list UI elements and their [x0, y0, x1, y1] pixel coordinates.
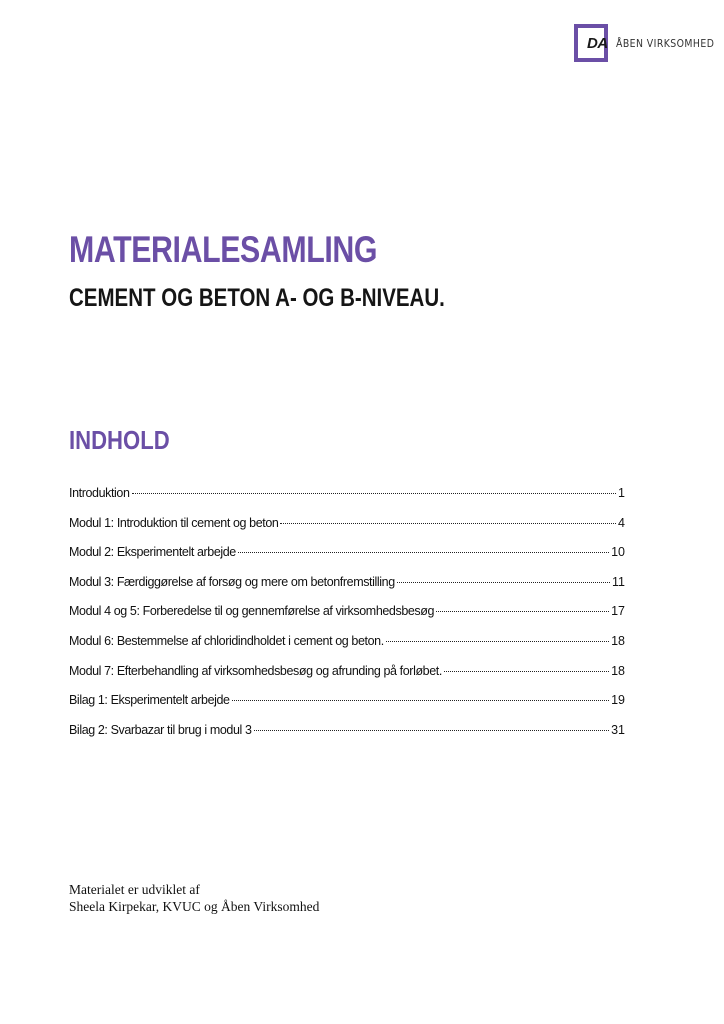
toc-entry-label: Modul 2: Eksperimentelt arbejde	[69, 545, 236, 560]
credit-authors: Sheela Kirpekar, KVUC og Åben Virksomhed	[69, 899, 320, 914]
toc-entry-label: Modul 4 og 5: Forberedelse til og gennemførelse af virksomhedsbesøg	[69, 604, 435, 619]
toc-leader-dots	[386, 641, 609, 642]
toc-entry-page: 10	[611, 545, 625, 560]
toc-entry[interactable]	[69, 545, 625, 575]
toc-entry[interactable]	[69, 634, 625, 664]
toc-entry-page: 18	[611, 663, 625, 678]
logo-mark-icon	[574, 24, 608, 62]
author-credit	[69, 881, 319, 915]
toc-leader-dots	[238, 552, 609, 553]
toc-entry-page: 17	[611, 604, 625, 619]
logo	[574, 23, 724, 63]
toc-entry[interactable]	[69, 486, 625, 516]
toc-entry-page: 31	[611, 722, 625, 737]
toc-entry[interactable]	[69, 516, 625, 546]
toc-entry[interactable]	[69, 604, 625, 634]
toc-leader-dots	[397, 582, 610, 583]
toc-leader-dots	[436, 611, 609, 612]
toc-entry-label: Modul 6: Bestemmelse af chloridindholdet i cement og beton.	[69, 633, 384, 648]
toc-entry-page: 19	[611, 693, 625, 708]
toc-leader-dots	[132, 493, 617, 494]
toc-entry-label: Introduktion	[69, 486, 130, 500]
toc-entry-label: Modul 1: Introduktion til cement og beton	[69, 515, 279, 530]
logo-mark-text: DA	[587, 35, 608, 52]
toc-entry[interactable]	[69, 693, 625, 723]
credit-line: Materialet er udviklet af	[69, 882, 200, 897]
toc-entry-page: 18	[611, 633, 625, 648]
toc-heading: INDHOLD	[69, 425, 170, 455]
toc-entry[interactable]	[69, 723, 625, 753]
document-subtitle: CEMENT OG BETON A- OG B-NIVEAU.	[69, 284, 445, 312]
toc-entry[interactable]	[69, 664, 625, 694]
toc-entry-page: 1	[618, 486, 625, 500]
document-title: MATERIALESAMLING	[69, 229, 378, 270]
toc-entry-page: 4	[618, 515, 625, 530]
toc-entry-label: Bilag 2: Svarbazar til brug i modul 3	[69, 722, 252, 737]
toc-leader-dots	[254, 730, 610, 731]
toc-entry[interactable]	[69, 575, 625, 605]
toc-leader-dots	[444, 671, 609, 672]
toc-entry-label: Bilag 1: Eksperimentelt arbejde	[69, 693, 230, 708]
toc-entry-page: 11	[612, 574, 625, 589]
toc-leader-dots	[232, 700, 609, 701]
table-of-contents	[69, 486, 625, 752]
logo-name: ÅBEN VIRKSOMHED	[616, 36, 715, 50]
toc-entry-label: Modul 3: Færdiggørelse af forsøg og mere om betonfremstilling	[69, 574, 395, 589]
toc-leader-dots	[280, 523, 616, 524]
toc-entry-label: Modul 7: Efterbehandling af virksomhedsbesøg og afrunding på forløbet.	[69, 663, 442, 678]
